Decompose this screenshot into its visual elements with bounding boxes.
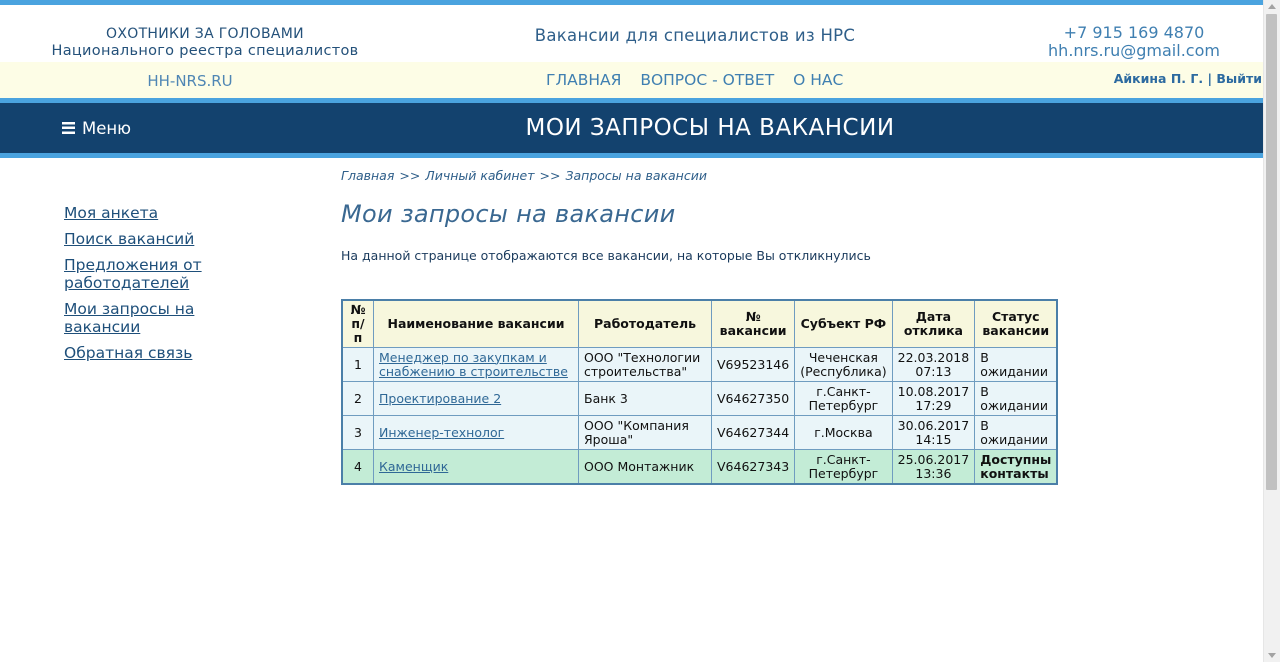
time-value: 07:13 — [915, 363, 952, 379]
cell-date — [892, 416, 975, 450]
date-value: 22.03.2018 — [897, 349, 970, 365]
sidebar — [64, 204, 254, 370]
page-intro: На данной странице отображаются все вакансии, на которые Вы откликнулись — [341, 248, 871, 263]
cell-num: 3 — [342, 416, 374, 450]
breadcrumb-separator: >> — [539, 168, 561, 183]
site-subtitle: Вакансии для специалистов из НРС — [534, 26, 856, 45]
cell-status: Доступны контакты — [975, 450, 1058, 485]
nav-item-about[interactable]: О НАС — [793, 71, 844, 89]
header-title: Наименование вакансии — [374, 300, 579, 348]
menu-label: Меню — [82, 119, 132, 138]
contact-phone[interactable]: +7 915 169 4870 — [1063, 23, 1205, 42]
time-value: 14:15 — [915, 431, 952, 447]
table-row — [342, 450, 1057, 485]
tagline-line2: Национального реестра специалистов — [51, 43, 359, 59]
contact-email[interactable]: hh.nrs.ru@gmail.com — [1048, 41, 1220, 60]
date-value: 30.06.2017 — [897, 417, 970, 433]
contact-info — [1034, 24, 1234, 60]
cell-region: г.Санкт-Петербург — [795, 382, 892, 416]
table-row — [342, 416, 1057, 450]
cell-title — [374, 450, 579, 485]
cell-vacancy-no: V69523146 — [712, 348, 795, 382]
page-title: Мои запросы на вакансии — [341, 200, 676, 228]
cell-num: 2 — [342, 382, 374, 416]
cell-employer: ООО "Компания Яроша" — [579, 416, 712, 450]
page-banner-title: МОИ ЗАПРОСЫ НА ВАКАНСИИ — [525, 115, 895, 141]
cell-vacancy-no: V64627344 — [712, 416, 795, 450]
table-header-row — [342, 300, 1057, 348]
cell-status: В ожидании — [975, 348, 1058, 382]
time-value: 17:29 — [915, 397, 952, 413]
vacancy-link[interactable]: Проектирование 2 — [379, 390, 502, 406]
sidebar-item-vacancy-search[interactable]: Поиск вакансий — [64, 230, 195, 248]
breadcrumb-home[interactable]: Главная — [341, 168, 395, 183]
user-separator: | — [1207, 71, 1213, 86]
cell-num: 1 — [342, 348, 374, 382]
header-status: Статус вакансии — [975, 300, 1058, 348]
main-nav — [546, 71, 857, 89]
cell-vacancy-no: V64627343 — [712, 450, 795, 485]
logout-link[interactable]: Выйти — [1216, 71, 1262, 86]
nav-item-home[interactable]: ГЛАВНАЯ — [546, 71, 622, 89]
sidebar-item-employer-offers[interactable]: Предложения от работодателей — [64, 256, 202, 292]
header-employer: Работодатель — [579, 300, 712, 348]
time-value: 13:36 — [915, 465, 952, 481]
sidebar-item-my-requests[interactable]: Мои запросы на вакансии — [64, 300, 195, 336]
cell-vacancy-no: V64627350 — [712, 382, 795, 416]
user-name[interactable]: Айкина П. Г. — [1113, 71, 1204, 86]
cell-title — [374, 416, 579, 450]
page-scrollbar[interactable] — [1263, 0, 1280, 662]
breadcrumb-cabinet[interactable]: Личный кабинет — [425, 168, 535, 183]
top-accent-line — [0, 0, 1264, 5]
header-vacancy-no: № вакансии — [712, 300, 795, 348]
table-row — [342, 348, 1057, 382]
cell-status: В ожидании — [975, 416, 1058, 450]
hamburger-icon — [62, 122, 75, 134]
table-row — [342, 382, 1057, 416]
date-value: 25.06.2017 — [897, 451, 970, 467]
user-box — [1114, 71, 1262, 86]
cell-region: Чеченская (Республика) — [795, 348, 892, 382]
tagline-line1: ОХОТНИКИ ЗА ГОЛОВАМИ — [106, 26, 304, 42]
cell-date — [892, 348, 975, 382]
date-value: 10.08.2017 — [897, 383, 970, 399]
sidebar-item-feedback[interactable]: Обратная связь — [64, 344, 193, 362]
cell-region: г.Москва — [795, 416, 892, 450]
scroll-up-arrow-icon[interactable] — [1268, 4, 1276, 9]
header-region: Субъект РФ — [795, 300, 892, 348]
cell-title — [374, 382, 579, 416]
band-bottom-stripe — [0, 153, 1264, 158]
cell-title — [374, 348, 579, 382]
breadcrumb-current[interactable]: Запросы на вакансии — [565, 168, 707, 183]
cell-employer: Банк 3 — [579, 382, 712, 416]
vacancy-link[interactable]: Менеджер по закупкам и снабжению в строительстве — [379, 349, 568, 379]
cell-date — [892, 382, 975, 416]
breadcrumb-separator: >> — [399, 168, 421, 183]
scroll-down-arrow-icon[interactable] — [1268, 653, 1276, 658]
cell-employer: ООО "Технологии строительства" — [579, 348, 712, 382]
header-num: № п/п — [342, 300, 374, 348]
site-tagline — [40, 26, 370, 60]
nav-item-faq[interactable]: ВОПРОС - ОТВЕТ — [640, 71, 775, 89]
cell-num: 4 — [342, 450, 374, 485]
header-date: Дата отклика — [892, 300, 975, 348]
cell-status: В ожидании — [975, 382, 1058, 416]
cell-region: г.Санкт-Петербург — [795, 450, 892, 485]
menu-button[interactable] — [62, 119, 131, 138]
cell-employer: ООО Монтажник — [579, 450, 712, 485]
site-home-link[interactable]: HH-NRS.RU — [147, 72, 233, 90]
cell-date — [892, 450, 975, 485]
sidebar-item-profile[interactable]: Моя анкета — [64, 204, 159, 222]
vacancy-link[interactable]: Каменщик — [379, 458, 449, 474]
requests-table — [341, 299, 1058, 485]
scrollbar-thumb[interactable] — [1266, 14, 1277, 490]
vacancy-link[interactable]: Инженер-технолог — [379, 424, 505, 440]
breadcrumb — [341, 168, 707, 183]
